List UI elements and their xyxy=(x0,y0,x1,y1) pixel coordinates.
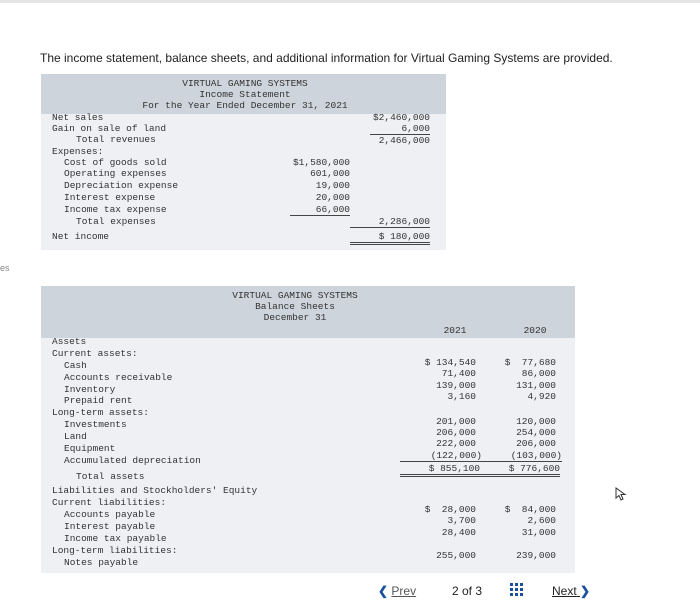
ar-2021: 71,400 xyxy=(441,368,476,379)
prepaid-2020: 4,920 xyxy=(527,391,556,402)
total-assets-2021: $ 855,100 xyxy=(400,463,480,477)
balance-date: December 31 xyxy=(263,312,327,323)
itp-2021: 28,400 xyxy=(441,527,476,538)
gain-label: Gain on sale of land xyxy=(52,123,167,134)
cash-2021: $ 134,540 xyxy=(424,357,476,368)
depreciation-value: 19,000 xyxy=(315,180,350,191)
mouse-cursor-icon xyxy=(615,487,627,506)
ip-2021: 3,700 xyxy=(447,515,476,526)
opex-value: 601,000 xyxy=(310,168,350,179)
ap-label: Accounts payable xyxy=(64,509,156,520)
inventory-label: Inventory xyxy=(64,384,116,395)
ar-label: Accounts receivable xyxy=(64,372,173,383)
equipment-2020: 206,000 xyxy=(516,438,556,449)
long-term-assets-label: Long-term assets: xyxy=(52,407,149,418)
total-revenues-label: Total revenues xyxy=(76,134,156,145)
total-assets-label: Total assets xyxy=(76,471,145,482)
expenses-label: Expenses: xyxy=(52,146,104,157)
ar-2020: 86,000 xyxy=(521,368,556,379)
ip-2020: 2,600 xyxy=(527,515,556,526)
prepaid-label: Prepaid rent xyxy=(64,395,133,406)
itp-label: Income tax payable xyxy=(64,533,167,544)
depreciation-label: Depreciation expense xyxy=(64,180,179,191)
net-sales-value: $2,460,000 xyxy=(372,112,430,123)
np-2021: 255,000 xyxy=(436,550,476,561)
current-liab-label: Current liabilities: xyxy=(52,497,167,508)
ap-2021: $ 28,000 xyxy=(424,504,476,515)
opex-label: Operating expenses xyxy=(64,168,167,179)
gain-value: 6,000 xyxy=(370,123,430,135)
tax-label: Income tax expense xyxy=(64,204,167,215)
prev-button[interactable] xyxy=(378,584,416,598)
net-income-value: $ 180,000 xyxy=(350,231,430,245)
investments-2020: 120,000 xyxy=(516,416,556,427)
balance-company: VIRTUAL GAMING SYSTEMS xyxy=(232,290,358,301)
accum-dep-2021: (122,000) xyxy=(400,450,482,462)
accum-dep-label: Accumulated depreciation xyxy=(64,455,201,466)
next-label: Next xyxy=(552,584,577,598)
grid-icon[interactable] xyxy=(510,583,524,597)
income-period: For the Year Ended December 31, 2021 xyxy=(142,100,348,111)
prev-label: Prev xyxy=(391,584,417,598)
column-2021: 2021 xyxy=(443,325,467,336)
np-label: Notes payable xyxy=(64,557,139,568)
ip-label: Interest payable xyxy=(64,521,156,532)
cogs-value: $1,580,000 xyxy=(292,157,350,168)
total-expenses-label: Total expenses xyxy=(76,216,156,227)
itp-2020: 31,000 xyxy=(521,527,556,538)
side-tab-label: es xyxy=(0,263,10,273)
interest-value: 20,000 xyxy=(315,192,350,203)
ltl-label: Long-term liabilities: xyxy=(52,545,178,556)
income-company: VIRTUAL GAMING SYSTEMS xyxy=(182,78,308,89)
cogs-label: Cost of goods sold xyxy=(64,157,167,168)
liab-equity-label: Liabilities and Stockholders' Equity xyxy=(52,485,258,496)
ap-2020: $ 84,000 xyxy=(504,504,556,515)
page-indicator: 2 of 3 xyxy=(452,584,483,598)
investments-2021: 201,000 xyxy=(436,416,476,427)
investments-label: Investments xyxy=(64,419,127,430)
equipment-2021: 222,000 xyxy=(436,438,476,449)
intro-text: The income statement, balance sheets, and additional information for Virtual Gaming Systems are provided. xyxy=(40,51,613,65)
interest-label: Interest expense xyxy=(64,192,156,203)
accum-dep-2020: (103,000) xyxy=(480,450,562,462)
net-sales-label: Net sales xyxy=(52,112,104,123)
land-label: Land xyxy=(64,431,87,442)
next-button[interactable] xyxy=(552,584,590,598)
top-border xyxy=(0,0,700,3)
chevron-right-icon: ❯ xyxy=(580,584,591,598)
total-assets-2020: $ 776,600 xyxy=(480,463,560,477)
inventory-2020: 131,000 xyxy=(516,380,556,391)
cash-2020: $ 77,680 xyxy=(504,357,556,368)
cash-label: Cash xyxy=(64,360,87,371)
income-title: Income Statement xyxy=(199,89,291,100)
total-revenues-value: 2,466,000 xyxy=(378,135,430,146)
column-2020: 2020 xyxy=(523,325,547,336)
chevron-left-icon: ❮ xyxy=(378,584,389,598)
inventory-2021: 139,000 xyxy=(436,380,476,391)
tax-value: 66,000 xyxy=(290,204,350,216)
net-income-label: Net income xyxy=(52,231,110,242)
balance-title: Balance Sheets xyxy=(255,301,335,312)
np-2020: 239,000 xyxy=(516,550,556,561)
current-assets-label: Current assets: xyxy=(52,348,138,359)
land-2021: 206,000 xyxy=(436,427,476,438)
prepaid-2021: 3,160 xyxy=(447,391,476,402)
total-expenses-value: 2,286,000 xyxy=(350,216,430,228)
land-2020: 254,000 xyxy=(516,427,556,438)
equipment-label: Equipment xyxy=(64,443,116,454)
assets-label: Assets xyxy=(52,336,87,347)
